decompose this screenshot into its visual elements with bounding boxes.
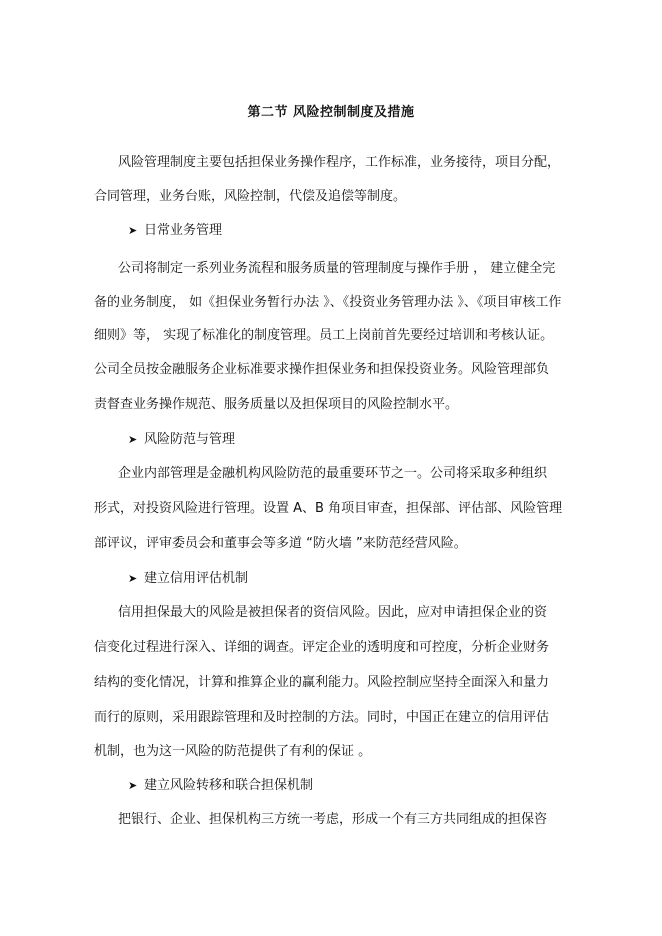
section-heading xyxy=(128,431,235,449)
paragraph-line: 备的业务制度， 如《担保业务暂行办法 》、《投资业务管理办法 》、《项目审核工作 xyxy=(94,295,562,310)
section-heading-label: 建立信用评估机制 xyxy=(144,571,249,586)
section-heading xyxy=(128,570,248,588)
section-heading-label: 日常业务管理 xyxy=(144,223,223,238)
paragraph-line: 把银行、企业、担保机构三方统一考虑，形成一个有三方共同组成的担保咨 xyxy=(118,812,548,827)
arrow-bullet-icon: ➤ xyxy=(128,433,138,446)
intro-line: 风险管理制度主要包括担保业务操作程序，工作标准，业务接待，项目分配， xyxy=(118,155,561,170)
arrow-bullet-icon: ➤ xyxy=(128,224,138,237)
section-heading-label: 建立风险转移和联合担保机制 xyxy=(144,778,314,793)
section-heading xyxy=(128,777,313,795)
paragraph-line: 公司全员按金融服务企业标准要求操作担保业务和担保投资业务。风险管理部负 xyxy=(94,362,550,377)
section-heading-label: 风险防范与管理 xyxy=(144,432,236,447)
paragraph-line: 企业内部管理是金融机构风险防范的最重要环节之一。公司将采取多种组织 xyxy=(118,466,548,481)
paragraph-line: 信变化过程进行深入、详细的调查。评定企业的透明度和可控度，分析企业财务 xyxy=(94,640,550,655)
paragraph-line: 结构的变化情况，计算和推算企业的赢利能力。风险控制应坚持全面深入和量力 xyxy=(94,675,550,690)
paragraph-line: 信用担保最大的风险是被担保者的资信风险。因此，应对申请担保企业的资 xyxy=(118,605,548,620)
arrow-bullet-icon: ➤ xyxy=(128,572,138,585)
paragraph-line: 细则》等， 实现了标准化的制度管理。员工上岗前首先要经过培训和考核认证。 xyxy=(94,328,554,343)
intro-line: 合同管理，业务台账，风险控制，代偿及追偿等制度。 xyxy=(94,189,407,204)
paragraph-line: 责督查业务操作规范、服务质量以及担保项目的风险控制水平。 xyxy=(94,397,459,412)
paragraph-line: 机制，也为这一风险的防范提供了有利的保证 。 xyxy=(94,744,372,759)
section-heading xyxy=(128,222,222,240)
paragraph-line: 而行的原则，采用跟踪管理和及时控制的方法。同时，中国正在建立的信用评估 xyxy=(94,710,550,725)
paragraph-line: 公司将制定一系列业务流程和服务质量的管理制度与操作手册 ， 建立健全完 xyxy=(118,261,556,276)
paragraph-line: 部评议，评审委员会和董事会等多道 “防火墙 ”来防范经营风险。 xyxy=(94,536,467,551)
paragraph-line: 形式，对投资风险进行管理。设置 A、B 角项目审查，担保部、评估部、风险管理 xyxy=(94,501,563,516)
arrow-bullet-icon: ➤ xyxy=(128,779,138,792)
section-title: 第二节 风险控制制度及措施 xyxy=(247,105,415,120)
